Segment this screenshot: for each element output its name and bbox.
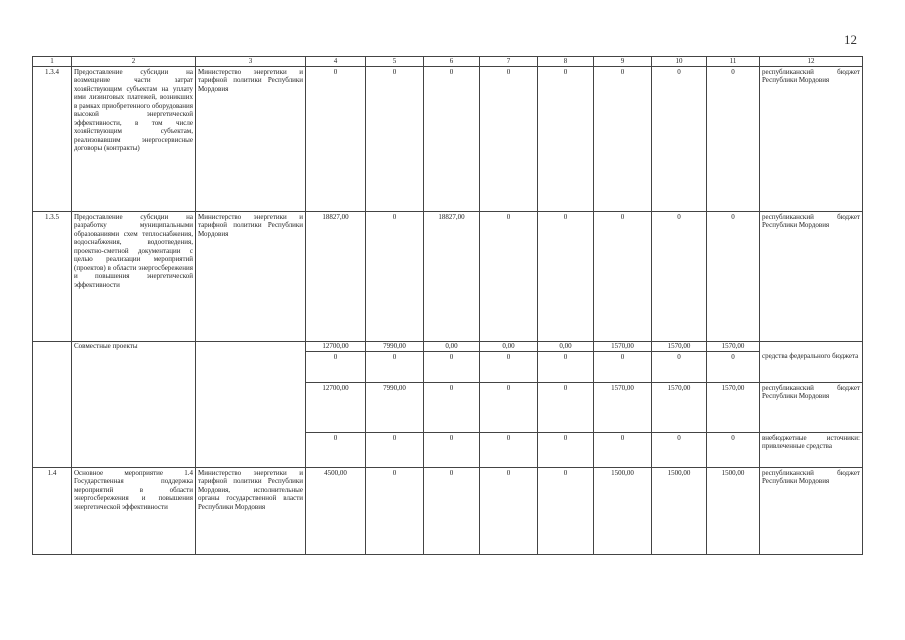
measure-name: Предоставление субсидии на возмещение части затрат хозяйствующим субъектам на уплату ими лизинговых платежей, возникших в рамках приобретенного оборудования высокой энергетической эффективности, в том числе хозяйствующим субъектам, реализовавшим энергосервисные договоры (контракты) [72,66,196,211]
value-cell: 4500,00 [306,467,366,554]
program-table [32,56,863,555]
value-cell: 7990,00 [366,341,424,351]
value-cell: 1570,00 [594,341,652,351]
value-cell: 0 [306,432,366,467]
table-row [33,467,863,554]
column-header: 3 [196,57,306,67]
value-cell: 1500,00 [594,467,652,554]
column-header: 6 [424,57,480,67]
column-header: 2 [72,57,196,67]
executor-empty [196,341,306,467]
executor: Министерство энергетики и тарифной политики Республики Мордовия [196,211,306,341]
value-cell: 0 [538,382,594,432]
value-cell: 0 [538,66,594,211]
value-cell: 0 [594,66,652,211]
table-row [33,211,863,341]
value-cell: 0 [594,432,652,467]
measure-name: Предоставление субсидии на разработку муниципальными образованиями схем теплоснабжения, водоснабжения, водоотведения, проектно-сметной документации с целью реализации мероприятий (проектов) в области энергосбережения и повышения энергетической эффективности [72,211,196,341]
value-cell: 0 [594,211,652,341]
column-header: 4 [306,57,366,67]
value-cell: 0 [538,467,594,554]
value-cell: 0 [480,351,538,382]
value-cell: 0 [538,432,594,467]
value-cell: 0 [480,467,538,554]
value-cell: 0 [480,211,538,341]
column-header: 10 [652,57,707,67]
value-cell: 0 [366,467,424,554]
value-cell: 0,00 [480,341,538,351]
value-cell: 12700,00 [306,341,366,351]
executor: Министерство энергетики и тарифной политики Республики Мордовия [196,66,306,211]
value-cell: 0 [707,432,760,467]
value-cell: 0,00 [538,341,594,351]
value-cell: 0 [652,66,707,211]
column-number-row [33,57,863,67]
value-cell: 0 [538,351,594,382]
value-cell: 1570,00 [707,382,760,432]
value-cell: 0 [707,66,760,211]
value-cell: 0 [366,211,424,341]
value-cell: 0 [480,382,538,432]
column-header: 7 [480,57,538,67]
value-cell: 0,00 [424,341,480,351]
value-cell: 7990,00 [366,382,424,432]
row-number: 1.3.4 [33,66,72,211]
value-cell: 0 [652,351,707,382]
funding-source: средства федерального бюджета [760,351,863,382]
value-cell: 18827,00 [306,211,366,341]
value-cell: 0 [538,211,594,341]
table-row-joint-total [33,341,863,351]
value-cell: 1500,00 [652,467,707,554]
funding-source: республиканский бюджет Республики Мордовия [760,467,863,554]
value-cell: 0 [480,66,538,211]
value-cell: 1500,00 [707,467,760,554]
value-cell: 0 [652,211,707,341]
value-cell: 1570,00 [707,341,760,351]
funding-source-empty [760,341,863,351]
column-header: 1 [33,57,72,67]
column-header: 5 [366,57,424,67]
value-cell: 0 [424,382,480,432]
value-cell: 18827,00 [424,211,480,341]
table-row [33,66,863,211]
funding-source: внебюджетные источники: привлеченные средства [760,432,863,467]
value-cell: 0 [424,432,480,467]
value-cell: 1570,00 [594,382,652,432]
funding-source: республиканский бюджет Республики Мордовия [760,211,863,341]
value-cell: 1570,00 [652,382,707,432]
value-cell: 0 [366,432,424,467]
value-cell: 0 [306,66,366,211]
value-cell: 1570,00 [652,341,707,351]
column-header: 8 [538,57,594,67]
column-header: 11 [707,57,760,67]
value-cell: 0 [366,66,424,211]
value-cell: 0 [424,467,480,554]
value-cell: 12700,00 [306,382,366,432]
value-cell: 0 [424,66,480,211]
page-number: 12 [844,32,857,47]
row-number: 1.4 [33,467,72,554]
value-cell: 0 [707,351,760,382]
value-cell: 0 [707,211,760,341]
value-cell: 0 [306,351,366,382]
row-number-empty [33,341,72,467]
row-number: 1.3.5 [33,211,72,341]
column-header: 9 [594,57,652,67]
value-cell: 0 [366,351,424,382]
value-cell: 0 [480,432,538,467]
measure-name: Основное мероприятие 1.4 Государственная поддержка мероприятий в области энергосбережения и повышения энергетической эффективности [72,467,196,554]
funding-source: республиканский бюджет Республики Мордовия [760,66,863,211]
funding-source: республиканский бюджет Республики Мордовия [760,382,863,432]
executor: Министерство энергетики и тарифной политики Республики Мордовия, исполнительные органы государственной власти Республики Мордовия [196,467,306,554]
value-cell: 0 [594,351,652,382]
value-cell: 0 [652,432,707,467]
column-header: 12 [760,57,863,67]
value-cell: 0 [424,351,480,382]
measure-name: Совместные проекты [72,341,196,467]
